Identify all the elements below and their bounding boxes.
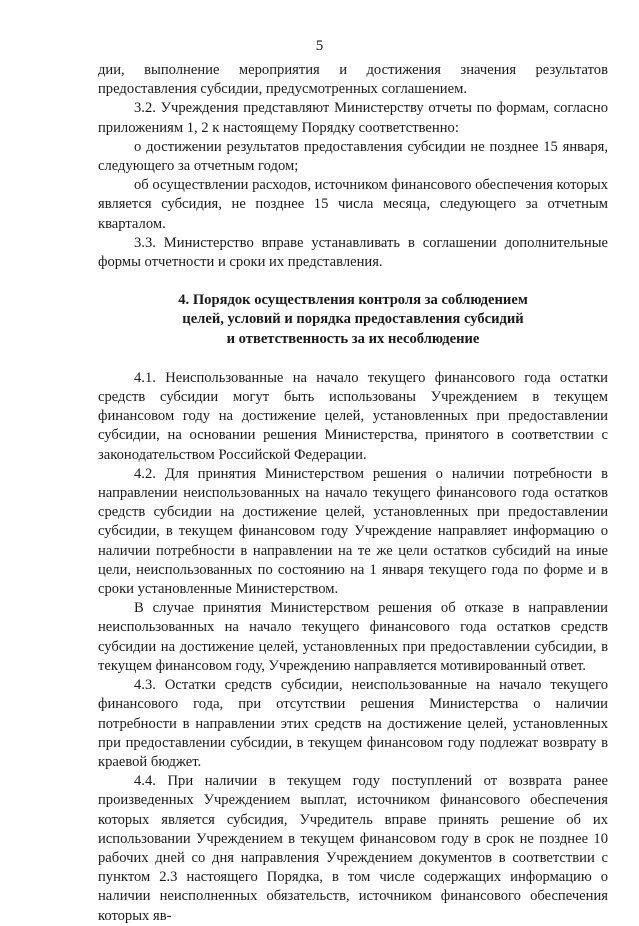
section-title [98, 291, 608, 349]
paragraph: дии, выполнение мероприятия и достижения значения результатов предоставления субсидии, предусмотренных соглашением. [98, 62, 608, 98]
paragraph: 3.3. Министерство вправе устанавливать в соглашении дополнительные формы отчетности и сроки их представления. [98, 234, 608, 271]
paragraph: 4.2. Для принятия Министерством решения о наличии потребности в направлении неиспользованных на начало текущего финансового года остатков средств субсидии на достижение целей, установленных при предоставлении субсидии, в текущем финансовом году Учреждение направляет информацию о наличии потребности в направлении на те же цели остатков субсидий на иные цели, неиспользованных по состоянию на 1 января текущего года по форме и в сроки установленные Министерством. [98, 465, 608, 598]
paragraphs-before-section [98, 61, 608, 272]
paragraph: о достижении результатов предоставления субсидии не позднее 15 января, следующего за отчетным годом; [98, 138, 608, 175]
section-title-line: целей, условий и порядка предоставления субсидий [182, 311, 524, 328]
paragraph: 3.2. Учреждения представляют Министерству отчеты по формам, согласно приложениям 1, 2 к настоящему Порядку соответственно: [98, 100, 608, 136]
paragraph: 4.1. Неиспользованные на начало текущего финансового года остатки средств субсидии могут быть использованы Учреждением в текущем финансовом году на достижение целей, установленных при предоставлении субсидии, на основании решения Министерства, принятого в соответствии с законодательством Российской Федерации. [98, 369, 608, 463]
section-title-line: 4. Порядок осуществления контроля за соблюдением [178, 292, 528, 309]
document-body [98, 61, 608, 926]
page-number: 5 [315, 38, 324, 54]
section-title-line: и ответственность за их несоблюдение [226, 330, 480, 347]
paragraph: 4.3. Остатки средств субсидии, неиспользованные на начало текущего финансового года, при отсутствии решения Министерства о наличии потребности в направлении этих средств на достижение целей, установленных при предоставлении субсидии, в текущем финансовом году подлежат возврату в краевой бюджет. [98, 677, 608, 770]
paragraph: 4.4. При наличии в текущем году поступлений от возврата ранее произведенных Учреждением выплат, источником финансового обеспечения которых является субсидия, Учредитель вправе принять решение об их использовании Учреждением в текущем финансовом году в срок не позднее 10 рабочих дней со дня направления Учреждением документов в соответствии с пунктом 2.3 настоящего Порядка, в том числе содержащих информацию о наличии неисполненных обязательств, источником финансового обеспечения которых яв- [98, 773, 608, 924]
paragraph: об осуществлении расходов, источником финансового обеспечения которых является субсидия, не позднее 15 числа месяца, следующего за отчетным кварталом. [98, 177, 608, 232]
paragraphs-after-section [98, 369, 608, 926]
paragraph: В случае принятия Министерством решения об отказе в направлении неиспользованных на начало текущего финансового года остатков средств субсидии на достижение целей, установленных при предоставлении субсидии, в текущем финансовом году, Учреждению направляется мотивированный ответ. [98, 600, 608, 674]
